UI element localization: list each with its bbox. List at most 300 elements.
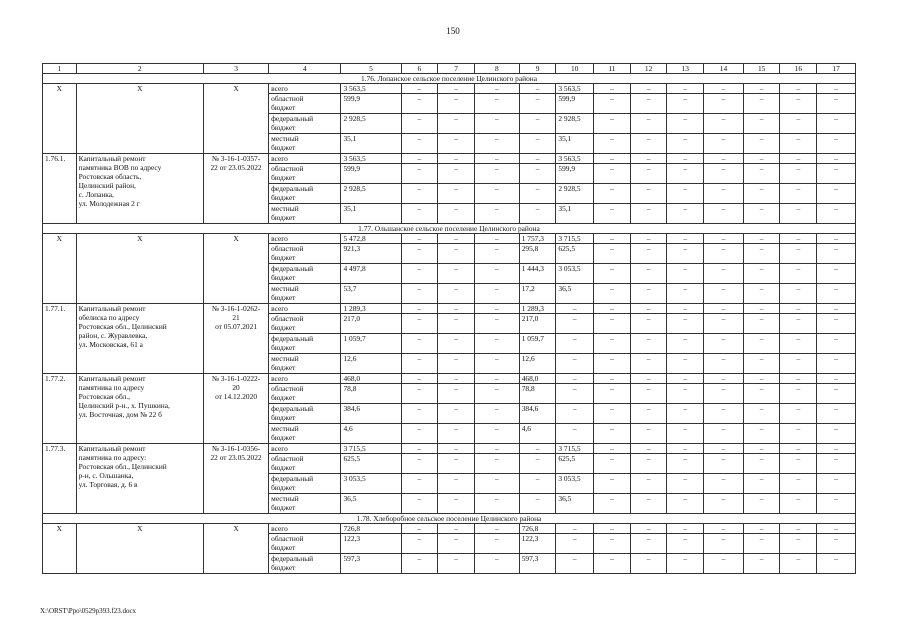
col-11-value: – xyxy=(594,474,631,494)
section-title: 1.77. Ольшанское сельское поселение Целинского района xyxy=(43,224,856,234)
col-7-value: – xyxy=(438,494,475,514)
col-8-value: – xyxy=(474,184,519,204)
col-15-value: – xyxy=(743,264,780,284)
col-10-value: – xyxy=(556,534,594,554)
col-13-value: – xyxy=(667,134,704,154)
col-17-value: – xyxy=(817,334,856,354)
col-8-value: – xyxy=(474,114,519,134)
col-5-value: 4 497,8 xyxy=(341,264,401,284)
col-6-value: – xyxy=(401,524,438,534)
col-8-value: – xyxy=(474,534,519,554)
page-number: 150 xyxy=(446,26,460,36)
item-reference: X xyxy=(203,84,268,154)
col-9-value: 122,3 xyxy=(519,534,556,554)
col-13-value: – xyxy=(667,284,704,304)
col-10-value: – xyxy=(556,354,594,374)
col-6-value: – xyxy=(401,204,438,224)
column-number-3: 3 xyxy=(203,64,268,74)
col-13-value: – xyxy=(667,424,704,444)
col-11-value: – xyxy=(594,114,631,134)
col-6-value: – xyxy=(401,164,438,184)
col-9-value: 1 289,3 xyxy=(519,304,556,314)
col-11-value: – xyxy=(594,234,631,244)
funding-source: федеральный бюджет xyxy=(269,184,341,204)
col-8-value: – xyxy=(474,284,519,304)
col-7-value: – xyxy=(438,164,475,184)
col-17-value: – xyxy=(817,534,856,554)
col-14-value: – xyxy=(704,534,744,554)
col-6-value: – xyxy=(401,534,438,554)
col-5-value: 217,0 xyxy=(341,314,401,334)
col-5-value: 1 289,3 xyxy=(341,304,401,314)
item-number: 1.76.1. xyxy=(43,154,77,224)
table-row xyxy=(43,304,856,314)
col-12-value: – xyxy=(630,524,667,534)
col-12-value: – xyxy=(630,404,667,424)
column-number-11: 11 xyxy=(594,64,631,74)
col-11-value: – xyxy=(594,424,631,444)
col-11-value: – xyxy=(594,444,631,454)
col-12-value: – xyxy=(630,94,667,114)
col-7-value: – xyxy=(438,154,475,164)
col-7-value: – xyxy=(438,204,475,224)
col-7-value: – xyxy=(438,554,475,574)
col-5-value: 726,8 xyxy=(341,524,401,534)
col-9-value: – xyxy=(519,94,556,114)
col-5-value: 53,7 xyxy=(341,284,401,304)
col-12-value: – xyxy=(630,554,667,574)
funding-source: областной бюджет xyxy=(269,534,341,554)
col-17-value: – xyxy=(817,244,856,264)
col-17-value: – xyxy=(817,444,856,454)
col-16-value: – xyxy=(780,314,817,334)
section-row xyxy=(43,224,856,234)
col-17-value: – xyxy=(817,424,856,444)
col-11-value: – xyxy=(594,534,631,554)
funding-source: всего xyxy=(269,234,341,244)
col-15-value: – xyxy=(743,554,780,574)
col-14-value: – xyxy=(704,284,744,304)
col-14-value: – xyxy=(704,354,744,374)
col-13-value: – xyxy=(667,114,704,134)
col-16-value: – xyxy=(780,264,817,284)
funding-source: федеральный бюджет xyxy=(269,334,341,354)
col-6-value: – xyxy=(401,374,438,384)
item-number: 1.77.1. xyxy=(43,304,77,374)
col-5-value: 36,5 xyxy=(341,494,401,514)
col-14-value: – xyxy=(704,524,744,534)
col-6-value: – xyxy=(401,494,438,514)
col-12-value: – xyxy=(630,384,667,404)
item-reference: X xyxy=(203,234,268,304)
col-11-value: – xyxy=(594,264,631,284)
col-6-value: – xyxy=(401,154,438,164)
col-7-value: – xyxy=(438,284,475,304)
funding-source: областной бюджет xyxy=(269,384,341,404)
item-number: 1.77.3. xyxy=(43,444,77,514)
col-7-value: – xyxy=(438,334,475,354)
funding-source: федеральный бюджет xyxy=(269,474,341,494)
col-17-value: – xyxy=(817,494,856,514)
section-row xyxy=(43,74,856,84)
col-5-value: 625,5 xyxy=(341,454,401,474)
col-12-value: – xyxy=(630,114,667,134)
item-description: X xyxy=(76,84,203,154)
item-number: 1.77.2. xyxy=(43,374,77,444)
col-9-value: – xyxy=(519,444,556,454)
col-13-value: – xyxy=(667,304,704,314)
col-9-value: – xyxy=(519,474,556,494)
col-5-value: 2 928,5 xyxy=(341,184,401,204)
col-15-value: – xyxy=(743,184,780,204)
col-7-value: – xyxy=(438,94,475,114)
col-11-value: – xyxy=(594,374,631,384)
col-8-value: – xyxy=(474,424,519,444)
col-10-value: 35,1 xyxy=(556,134,594,154)
col-17-value: – xyxy=(817,384,856,404)
col-5-value: 599,9 xyxy=(341,164,401,184)
funding-source: областной бюджет xyxy=(269,314,341,334)
item-description: Капитальный ремонт памятника по адресу Ростовская обл., Целинский р-н., х. Пушкина, ул. Восточная, дом № 22 б xyxy=(76,374,203,444)
col-13-value: – xyxy=(667,94,704,114)
col-15-value: – xyxy=(743,404,780,424)
col-13-value: – xyxy=(667,354,704,374)
col-5-value: 3 563,5 xyxy=(341,84,401,94)
col-16-value: – xyxy=(780,114,817,134)
column-number-8: 8 xyxy=(474,64,519,74)
col-9-value: 597,3 xyxy=(519,554,556,574)
col-5-value: 599,9 xyxy=(341,94,401,114)
col-16-value: – xyxy=(780,334,817,354)
col-6-value: – xyxy=(401,444,438,454)
column-number-1: 1 xyxy=(43,64,77,74)
col-7-value: – xyxy=(438,424,475,444)
col-8-value: – xyxy=(474,164,519,184)
column-number-2: 2 xyxy=(76,64,203,74)
col-7-value: – xyxy=(438,114,475,134)
col-12-value: – xyxy=(630,334,667,354)
col-13-value: – xyxy=(667,524,704,534)
col-13-value: – xyxy=(667,444,704,454)
col-16-value: – xyxy=(780,444,817,454)
col-11-value: – xyxy=(594,84,631,94)
col-8-value: – xyxy=(474,494,519,514)
col-12-value: – xyxy=(630,314,667,334)
col-11-value: – xyxy=(594,304,631,314)
col-17-value: – xyxy=(817,234,856,244)
col-8-value: – xyxy=(474,84,519,94)
col-11-value: – xyxy=(594,184,631,204)
col-6-value: – xyxy=(401,94,438,114)
col-8-value: – xyxy=(474,94,519,114)
col-5-value: 468,0 xyxy=(341,374,401,384)
col-9-value: 726,8 xyxy=(519,524,556,534)
col-15-value: – xyxy=(743,304,780,314)
item-reference: № 3-16-1-0222- 20 от 14.12.2020 xyxy=(203,374,268,444)
col-10-value: – xyxy=(556,304,594,314)
table-row xyxy=(43,444,856,454)
col-15-value: – xyxy=(743,114,780,134)
col-6-value: – xyxy=(401,184,438,204)
col-12-value: – xyxy=(630,204,667,224)
col-8-value: – xyxy=(474,354,519,374)
col-17-value: – xyxy=(817,84,856,94)
col-10-value: – xyxy=(556,374,594,384)
col-8-value: – xyxy=(474,334,519,354)
col-11-value: – xyxy=(594,164,631,184)
col-16-value: – xyxy=(780,374,817,384)
col-12-value: – xyxy=(630,304,667,314)
col-12-value: – xyxy=(630,444,667,454)
col-14-value: – xyxy=(704,554,744,574)
col-9-value: 217,0 xyxy=(519,314,556,334)
col-11-value: – xyxy=(594,384,631,404)
col-16-value: – xyxy=(780,554,817,574)
col-6-value: – xyxy=(401,354,438,374)
col-12-value: – xyxy=(630,134,667,154)
col-16-value: – xyxy=(780,494,817,514)
col-7-value: – xyxy=(438,244,475,264)
col-13-value: – xyxy=(667,264,704,284)
funding-source: областной бюджет xyxy=(269,164,341,184)
col-16-value: – xyxy=(780,134,817,154)
col-17-value: – xyxy=(817,314,856,334)
funding-source: местный бюджет xyxy=(269,284,341,304)
col-17-value: – xyxy=(817,404,856,424)
table-row xyxy=(43,234,856,244)
col-7-value: – xyxy=(438,384,475,404)
funding-source: федеральный бюджет xyxy=(269,264,341,284)
col-6-value: – xyxy=(401,554,438,574)
col-7-value: – xyxy=(438,84,475,94)
col-10-value: 36,5 xyxy=(556,284,594,304)
col-10-value: 36,5 xyxy=(556,494,594,514)
col-17-value: – xyxy=(817,204,856,224)
funding-source: всего xyxy=(269,154,341,164)
col-11-value: – xyxy=(594,134,631,154)
col-13-value: – xyxy=(667,334,704,354)
item-number: X xyxy=(43,234,77,304)
col-15-value: – xyxy=(743,134,780,154)
col-14-value: – xyxy=(704,424,744,444)
col-6-value: – xyxy=(401,424,438,444)
col-14-value: – xyxy=(704,444,744,454)
section-row xyxy=(43,514,856,524)
col-7-value: – xyxy=(438,184,475,204)
col-16-value: – xyxy=(780,384,817,404)
col-9-value: 1 444,3 xyxy=(519,264,556,284)
col-15-value: – xyxy=(743,374,780,384)
col-12-value: – xyxy=(630,264,667,284)
col-16-value: – xyxy=(780,184,817,204)
col-16-value: – xyxy=(780,94,817,114)
col-11-value: – xyxy=(594,154,631,164)
section-title: 1.78. Хлеборобное сельское поселение Целинского района xyxy=(43,514,856,524)
col-6-value: – xyxy=(401,114,438,134)
col-13-value: – xyxy=(667,234,704,244)
item-description: Капитальный ремонт обелиска по адресу Ростовская обл., Целинский район, с. Журавлевка, ул. Московская, 61 а xyxy=(76,304,203,374)
col-17-value: – xyxy=(817,264,856,284)
col-11-value: – xyxy=(594,314,631,334)
item-description: Капитальный ремонт памятника ВОВ по адресу Ростовская область, Целинский район, с. Лопанка, ул. Молодежная 2 г xyxy=(76,154,203,224)
col-17-value: – xyxy=(817,304,856,314)
col-9-value: – xyxy=(519,184,556,204)
col-5-value: 3 563,5 xyxy=(341,154,401,164)
col-5-value: 384,6 xyxy=(341,404,401,424)
col-17-value: – xyxy=(817,284,856,304)
col-14-value: – xyxy=(704,84,744,94)
col-9-value: – xyxy=(519,204,556,224)
col-7-value: – xyxy=(438,304,475,314)
col-6-value: – xyxy=(401,454,438,474)
col-12-value: – xyxy=(630,424,667,444)
col-15-value: – xyxy=(743,204,780,224)
col-11-value: – xyxy=(594,524,631,534)
column-number-14: 14 xyxy=(704,64,744,74)
col-10-value: 2 928,5 xyxy=(556,114,594,134)
col-14-value: – xyxy=(704,154,744,164)
col-15-value: – xyxy=(743,424,780,444)
col-12-value: – xyxy=(630,474,667,494)
col-11-value: – xyxy=(594,554,631,574)
col-17-value: – xyxy=(817,164,856,184)
column-number-13: 13 xyxy=(667,64,704,74)
col-9-value: 78,8 xyxy=(519,384,556,404)
col-9-value: – xyxy=(519,494,556,514)
col-16-value: – xyxy=(780,84,817,94)
col-6-value: – xyxy=(401,404,438,424)
col-10-value: – xyxy=(556,314,594,334)
col-8-value: – xyxy=(474,404,519,424)
column-number-7: 7 xyxy=(438,64,475,74)
col-9-value: – xyxy=(519,154,556,164)
funding-source: местный бюджет xyxy=(269,494,341,514)
col-15-value: – xyxy=(743,84,780,94)
col-13-value: – xyxy=(667,494,704,514)
col-11-value: – xyxy=(594,404,631,424)
funding-source: местный бюджет xyxy=(269,204,341,224)
funding-source: федеральный бюджет xyxy=(269,404,341,424)
col-16-value: – xyxy=(780,204,817,224)
item-reference: № 3-16-1-0356- 22 от 23.05.2022 xyxy=(203,444,268,514)
col-7-value: – xyxy=(438,404,475,424)
col-8-value: – xyxy=(474,314,519,334)
col-14-value: – xyxy=(704,94,744,114)
col-8-value: – xyxy=(474,554,519,574)
col-14-value: – xyxy=(704,164,744,184)
col-10-value: 625,5 xyxy=(556,244,594,264)
col-5-value: 597,3 xyxy=(341,554,401,574)
funding-source: местный бюджет xyxy=(269,354,341,374)
col-10-value: 625,5 xyxy=(556,454,594,474)
col-14-value: – xyxy=(704,304,744,314)
col-10-value: 35,1 xyxy=(556,204,594,224)
col-15-value: – xyxy=(743,474,780,494)
col-13-value: – xyxy=(667,454,704,474)
col-6-value: – xyxy=(401,334,438,354)
col-8-value: – xyxy=(474,384,519,404)
table-row xyxy=(43,524,856,534)
col-13-value: – xyxy=(667,244,704,264)
col-7-value: – xyxy=(438,524,475,534)
col-9-value: – xyxy=(519,114,556,134)
col-7-value: – xyxy=(438,444,475,454)
col-11-value: – xyxy=(594,284,631,304)
col-15-value: – xyxy=(743,354,780,374)
item-number: X xyxy=(43,84,77,154)
col-8-value: – xyxy=(474,304,519,314)
col-9-value: 1 757,3 xyxy=(519,234,556,244)
item-description: Капитальный ремонт памятника по адресу: Ростовская обл., Целинский р-н, с. Ольшанка, ул. Торговая, д. 6 в xyxy=(76,444,203,514)
col-16-value: – xyxy=(780,154,817,164)
table-row xyxy=(43,374,856,384)
section-title: 1.76. Лопанское сельское поселение Целинского района xyxy=(43,74,856,84)
col-8-value: – xyxy=(474,134,519,154)
col-13-value: – xyxy=(667,534,704,554)
col-15-value: – xyxy=(743,314,780,334)
col-10-value: 3 563,5 xyxy=(556,84,594,94)
col-8-value: – xyxy=(474,524,519,534)
col-10-value: 3 563,5 xyxy=(556,154,594,164)
col-13-value: – xyxy=(667,84,704,94)
col-13-value: – xyxy=(667,204,704,224)
column-number-16: 16 xyxy=(780,64,817,74)
col-12-value: – xyxy=(630,354,667,374)
col-8-value: – xyxy=(474,204,519,224)
col-10-value: 599,9 xyxy=(556,164,594,184)
col-10-value: – xyxy=(556,334,594,354)
col-5-value: 2 928,5 xyxy=(341,114,401,134)
col-16-value: – xyxy=(780,244,817,264)
col-6-value: – xyxy=(401,284,438,304)
col-15-value: – xyxy=(743,534,780,554)
col-9-value: 468,0 xyxy=(519,374,556,384)
col-14-value: – xyxy=(704,334,744,354)
col-7-value: – xyxy=(438,134,475,154)
column-number-5: 5 xyxy=(341,64,401,74)
col-11-value: – xyxy=(594,454,631,474)
col-17-value: – xyxy=(817,554,856,574)
col-10-value: – xyxy=(556,384,594,404)
col-15-value: – xyxy=(743,234,780,244)
col-14-value: – xyxy=(704,134,744,154)
funding-source: федеральный бюджет xyxy=(269,114,341,134)
col-5-value: 35,1 xyxy=(341,204,401,224)
col-14-value: – xyxy=(704,314,744,334)
col-5-value: 5 472,8 xyxy=(341,234,401,244)
col-5-value: 35,1 xyxy=(341,134,401,154)
col-16-value: – xyxy=(780,524,817,534)
col-15-value: – xyxy=(743,444,780,454)
funding-source: всего xyxy=(269,524,341,534)
table-row xyxy=(43,84,856,94)
col-16-value: – xyxy=(780,234,817,244)
col-12-value: – xyxy=(630,184,667,204)
col-17-value: – xyxy=(817,94,856,114)
col-17-value: – xyxy=(817,154,856,164)
column-number-row xyxy=(43,64,856,74)
col-16-value: – xyxy=(780,534,817,554)
col-14-value: – xyxy=(704,404,744,424)
col-13-value: – xyxy=(667,404,704,424)
col-12-value: – xyxy=(630,284,667,304)
funding-source: всего xyxy=(269,304,341,314)
col-10-value: 3 053,5 xyxy=(556,264,594,284)
col-10-value: 3 053,5 xyxy=(556,474,594,494)
column-number-17: 17 xyxy=(817,64,856,74)
col-17-value: – xyxy=(817,184,856,204)
item-reference: № 3-16-1-0262- 21 от 05.07.2021 xyxy=(203,304,268,374)
